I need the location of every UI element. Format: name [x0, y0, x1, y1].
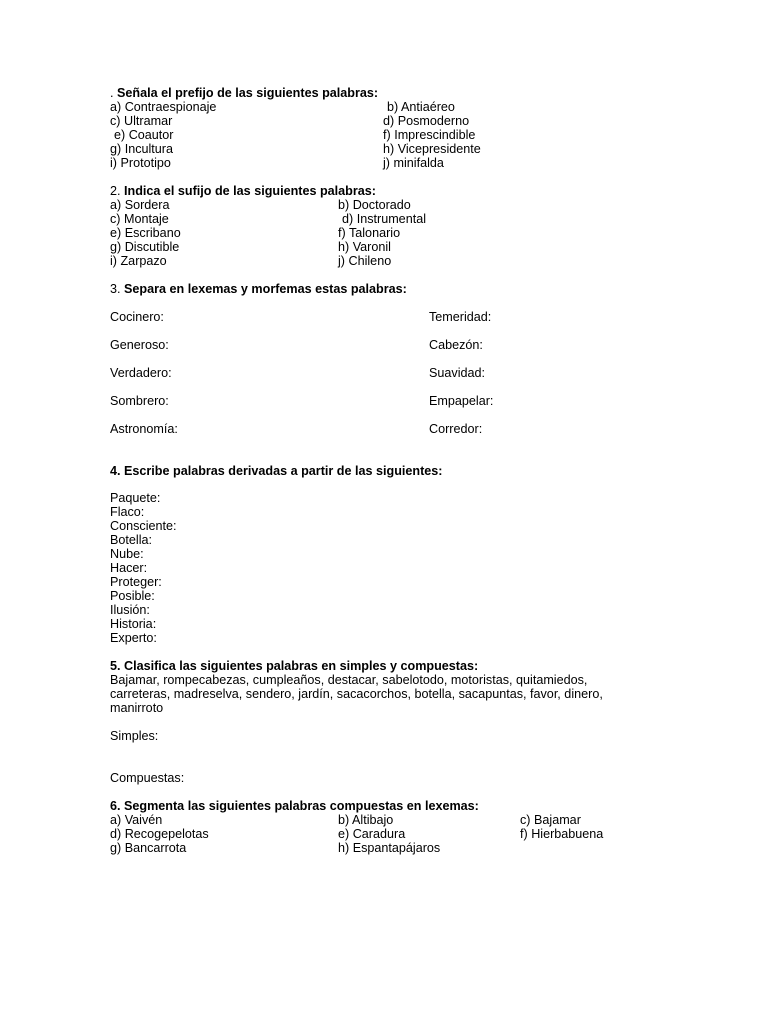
s4-word: Historia: — [110, 617, 157, 631]
s5-word-list-line: Bajamar, rompecabezas, cumpleaños, destacar, sabelotodo, motoristas, quitamiedos, — [110, 673, 588, 687]
s2-item-h: h) Varonil — [338, 240, 391, 254]
s1-item-c: c) Ultramar — [110, 114, 173, 128]
s3-word: Empapelar: — [429, 394, 494, 408]
section-5-heading — [110, 659, 478, 673]
s6-item-e: e) Caradura — [338, 827, 406, 841]
s1-item-f: f) Imprescindible — [383, 128, 476, 142]
s4-word: Paquete: — [110, 491, 161, 505]
s2-item-b: b) Doctorado — [338, 198, 411, 212]
s2-item-a: a) Sordera — [110, 198, 170, 212]
s5-word-list-line: carreteras, madreselva, sendero, jardín, sacacorchos, botella, sacapuntas, favor, dinero, — [110, 687, 603, 701]
s5-simples-label: Simples: — [110, 729, 159, 743]
section-6-heading — [110, 799, 479, 813]
s3-word: Temeridad: — [429, 310, 492, 324]
s6-item-f: f) Hierbabuena — [520, 827, 604, 841]
section-3-heading — [110, 282, 407, 296]
s4-word: Flaco: — [110, 505, 145, 519]
section-2-title: Indica el sufijo de las siguientes palabras: — [124, 184, 376, 198]
s2-item-d: d) Instrumental — [342, 212, 426, 226]
s5-compuestas-label: Compuestas: — [110, 771, 185, 785]
s6-item-g: g) Bancarrota — [110, 841, 187, 855]
s3-word: Sombrero: — [110, 394, 169, 408]
section-3-title: Separa en lexemas y morfemas estas palabras: — [124, 282, 407, 296]
s3-word: Cocinero: — [110, 310, 164, 324]
s2-item-g: g) Discutible — [110, 240, 180, 254]
s6-item-h: h) Espantapájaros — [338, 841, 441, 855]
s1-item-g: g) Incultura — [110, 142, 173, 156]
s3-word: Cabezón: — [429, 338, 483, 352]
s3-word: Suavidad: — [429, 366, 486, 380]
s6-item-d: d) Recogepelotas — [110, 827, 209, 841]
s1-item-h: h) Vicepresidente — [383, 142, 481, 156]
s6-item-a: a) Vaivén — [110, 813, 163, 827]
s1-item-d: d) Posmoderno — [383, 114, 470, 128]
section-1-title: Señala el prefijo de las siguientes palabras: — [117, 86, 379, 100]
s4-word: Ilusión: — [110, 603, 150, 617]
s6-item-b: b) Altibajo — [338, 813, 394, 827]
section-5-title: 5. Clasifica las siguientes palabras en simples y compuestas: — [110, 659, 479, 673]
s1-item-b: b) Antiaéreo — [387, 100, 455, 114]
s2-item-i: i) Zarpazo — [110, 254, 167, 268]
s1-item-e: e) Coautor — [114, 128, 174, 142]
s2-item-f: f) Talonario — [338, 226, 401, 240]
s3-word: Verdadero: — [110, 366, 172, 380]
s1-item-j: j) minifalda — [383, 156, 444, 170]
section-1-heading — [110, 86, 378, 100]
s3-word: Generoso: — [110, 338, 169, 352]
s2-item-j: j) Chileno — [338, 254, 392, 268]
section-2-number: 2. — [110, 184, 125, 198]
section-3-number: 3. — [110, 282, 125, 296]
s3-word: Corredor: — [429, 422, 483, 436]
s4-word: Consciente: — [110, 519, 177, 533]
section-4-title: 4. Escribe palabras derivadas a partir de las siguientes: — [110, 464, 443, 478]
s4-word: Nube: — [110, 547, 144, 561]
section-4-heading — [110, 464, 443, 478]
s5-word-list-line: manirroto — [110, 701, 164, 715]
section-2-heading — [110, 184, 376, 198]
s4-word: Hacer: — [110, 561, 148, 575]
s2-item-c: c) Montaje — [110, 212, 169, 226]
s6-item-c: c) Bajamar — [520, 813, 581, 827]
section-6-title: 6. Segmenta las siguientes palabras compuestas en lexemas: — [110, 799, 479, 813]
s4-word: Posible: — [110, 589, 155, 603]
s1-item-i: i) Prototipo — [110, 156, 171, 170]
s3-word: Astronomía: — [110, 422, 178, 436]
s4-word: Botella: — [110, 533, 153, 547]
s2-item-e: e) Escribano — [110, 226, 181, 240]
section-1-number: . — [110, 86, 117, 100]
s1-item-a: a) Contraespionaje — [110, 100, 217, 114]
s4-word: Proteger: — [110, 575, 162, 589]
s4-word: Experto: — [110, 631, 157, 645]
